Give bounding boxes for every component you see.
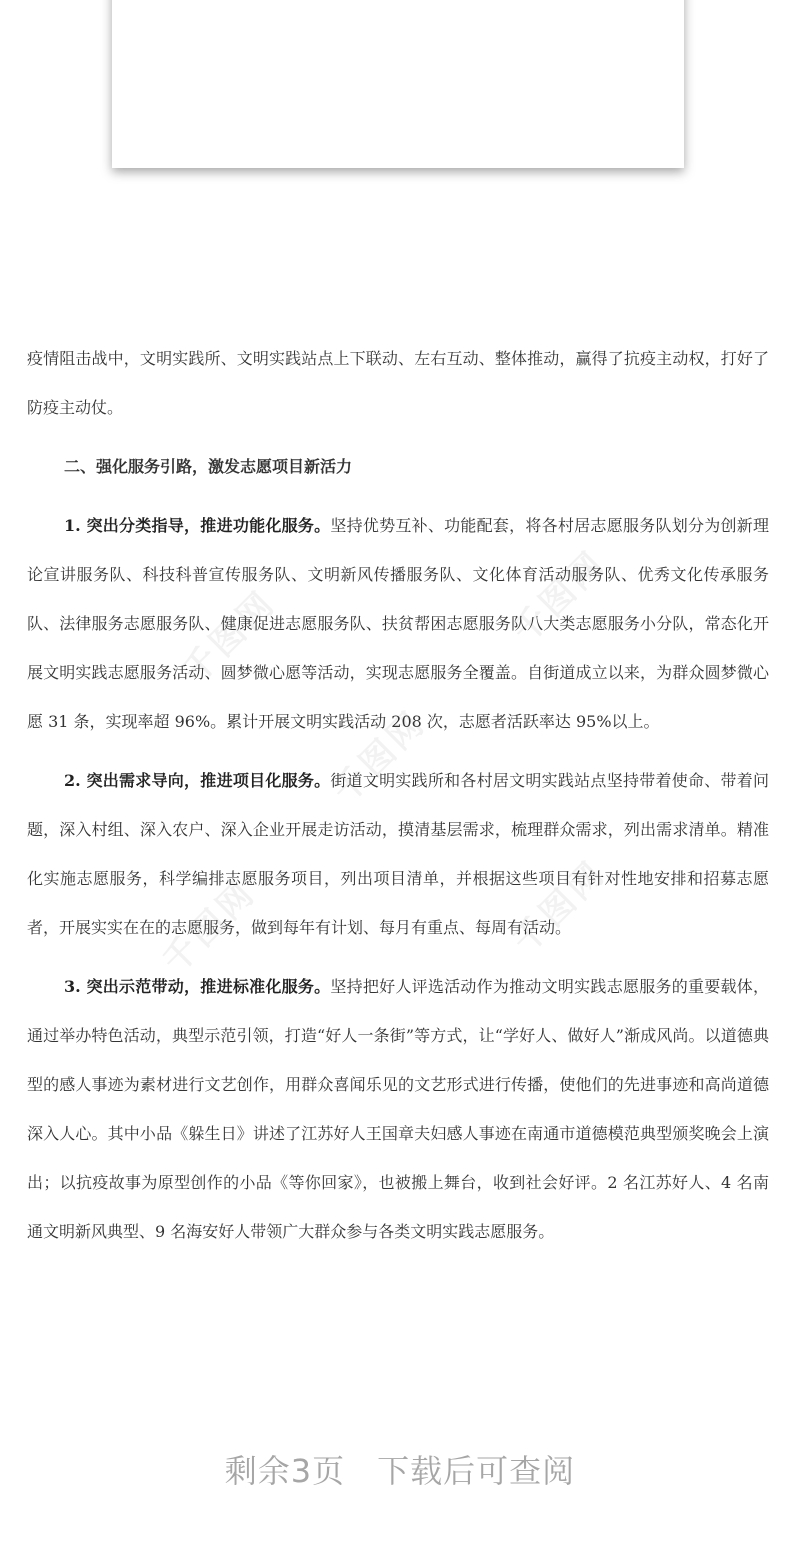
paragraph-2-title: 2. 突出需求导向，推进项目化服务。: [64, 771, 331, 790]
paragraph-1-body: 坚持优势互补、功能配套，将各村居志愿服务队划分为创新理论宣讲服务队、科技科普宣传服务队、文明新风传播服务队、文化体育活动服务队、优秀文化传承服务队、法律服务志愿服务队、健康促进志愿服务队、扶贫帮困志愿服务队八大类志愿服务小分队，常态化开展文明实践志愿服务活动、圆梦微心愿等活动，实现志愿服务全覆盖。自街道成立以来，为群众圆梦微心愿 31 条，实现率超 96%。累计开展文明实践活动 208 次，志愿者活跃率达 95%以上。: [27, 516, 769, 731]
paragraph-3: [27, 962, 769, 1256]
previous-page-preview: [112, 0, 684, 168]
watermark: 千图网: [505, 542, 614, 652]
section-heading: 二、强化服务引路，激发志愿项目新活力: [64, 457, 353, 476]
paragraph-1-title: 1. 突出分类指导，推进功能化服务。: [64, 516, 331, 535]
paragraph-2: [27, 756, 769, 952]
watermark: 千图网: [155, 872, 264, 982]
article-body: [27, 334, 769, 1256]
paragraph-1: [27, 501, 769, 746]
paragraph-continued: 疫情阻击战中，文明实践所、文明实践站点上下联动、左右互动、整体推动，赢得了抗疫主动权，打好了防疫主动仗。: [27, 349, 769, 417]
remaining-pages-text: 剩余3页: [224, 1452, 346, 1490]
watermark: 千图网: [505, 852, 614, 962]
watermark: 千图网: [175, 582, 284, 692]
download-prompt[interactable]: [0, 1446, 800, 1492]
download-to-view-text: 下载后可查阅: [377, 1452, 576, 1490]
paragraph-2-body: 街道文明实践所和各村居文明实践站点坚持带着使命、带着问题，深入村组、深入农户、深入企业开展走访活动，摸清基层需求，梳理群众需求，列出需求清单。精准化实施志愿服务，科学编排志愿服务项目，列出项目清单，并根据这些项目有针对性地安排和招募志愿者，开展实实在在的志愿服务，做到每年有计划、每月有重点、每周有活动。: [27, 771, 769, 937]
watermark: 千图网: [325, 702, 434, 812]
paragraph-3-body: 坚持把好人评选活动作为推动文明实践志愿服务的重要载体，通过举办特色活动，典型示范引领，打造“好人一条街”等方式，让“学好人、做好人”渐成风尚。以道德典型的感人事迹为素材进行文艺创作，用群众喜闻乐见的文艺形式进行传播，使他们的先进事迹和高尚道德深入人心。其中小品《躲生日》讲述了江苏好人王国章夫妇感人事迹在南通市道德模范典型颁奖晚会上演出；以抗疫故事为原型创作的小品《等你回家》，也被搬上舞台，收到社会好评。2 名江苏好人、4 名南通文明新风典型、9 名海安好人带领广大群众参与各类文明实践志愿服务。: [27, 977, 769, 1241]
paragraph-3-title: 3. 突出示范带动，推进标准化服务。: [64, 977, 331, 996]
